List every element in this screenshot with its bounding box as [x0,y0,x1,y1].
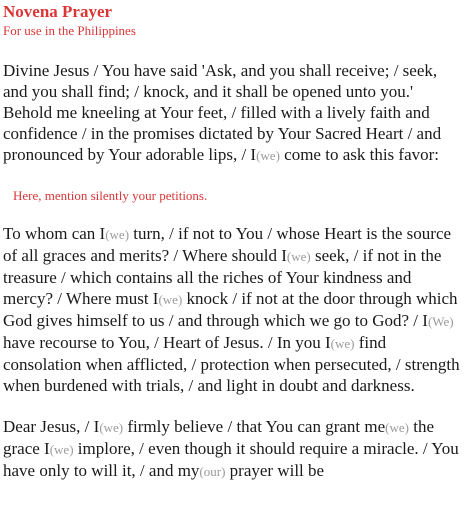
paragraph-text: prayer will be [225,461,325,480]
paragraph-text: seek, / if not in the treasure / which contains all the riches of Your kindness and mercy? / Where must I [3,246,442,308]
prayer-paragraph-2 [3,223,461,396]
plural-variant: (we) [385,420,409,435]
page-title: Novena Prayer [3,2,113,21]
paragraph-text: knock / if not at the door through which God gives himself to us / and through which we go to God? / I [3,289,458,330]
plural-variant: (we) [49,442,74,457]
plural-variant: (we) [286,249,311,264]
petition-instruction: Here, mention silently your petitions. [13,188,208,203]
paragraph-text: Dear Jesus, / I [3,417,100,436]
paragraph-text: firmly believe / that You can grant me [123,417,386,436]
plural-variant: (we) [256,148,280,163]
plural-variant: (we) [99,420,124,435]
paragraph-text: come to ask this favor: [279,145,440,164]
prayer-paragraph-3 [3,416,461,482]
paragraph-text: To whom can I [3,224,106,243]
paragraph-text: Divine Jesus / You have said 'Ask, and you shall receive; / seek, and you shall find; / knock, and it shall be opened unto you.' Behold me kneeling at Your feet, / filled with a lively faith and confidence / in the promises dictated by Your Sacred Heart / and pronounced by Your adorable lips, / I [3,61,442,164]
paragraph-text: turn, / if not to You / whose Heart is the source of all graces and merits? / Where should I [3,224,452,265]
paragraph-text: the grace I [3,417,435,458]
plural-variant: (we) [330,336,355,351]
paragraph-text: find consolation when afflicted, / protection when persecuted, / strength when burdened with trials, / and light in doubt and darkness. [3,333,460,395]
prayer-paragraph-1 [3,60,461,166]
paragraph-text: implore, / even though it should require a miracle. / You have only to will it, / and my [3,439,459,480]
plural-variant: (we) [105,227,130,242]
prayer-page [3,0,461,482]
paragraph-text: have recourse to You, / Heart of Jesus. / In you I [3,333,331,352]
plural-variant: (We) [427,314,454,329]
plural-variant: (we) [158,292,183,307]
plural-variant: (our) [199,464,226,479]
page-subtitle: For use in the Philippines [3,23,136,38]
